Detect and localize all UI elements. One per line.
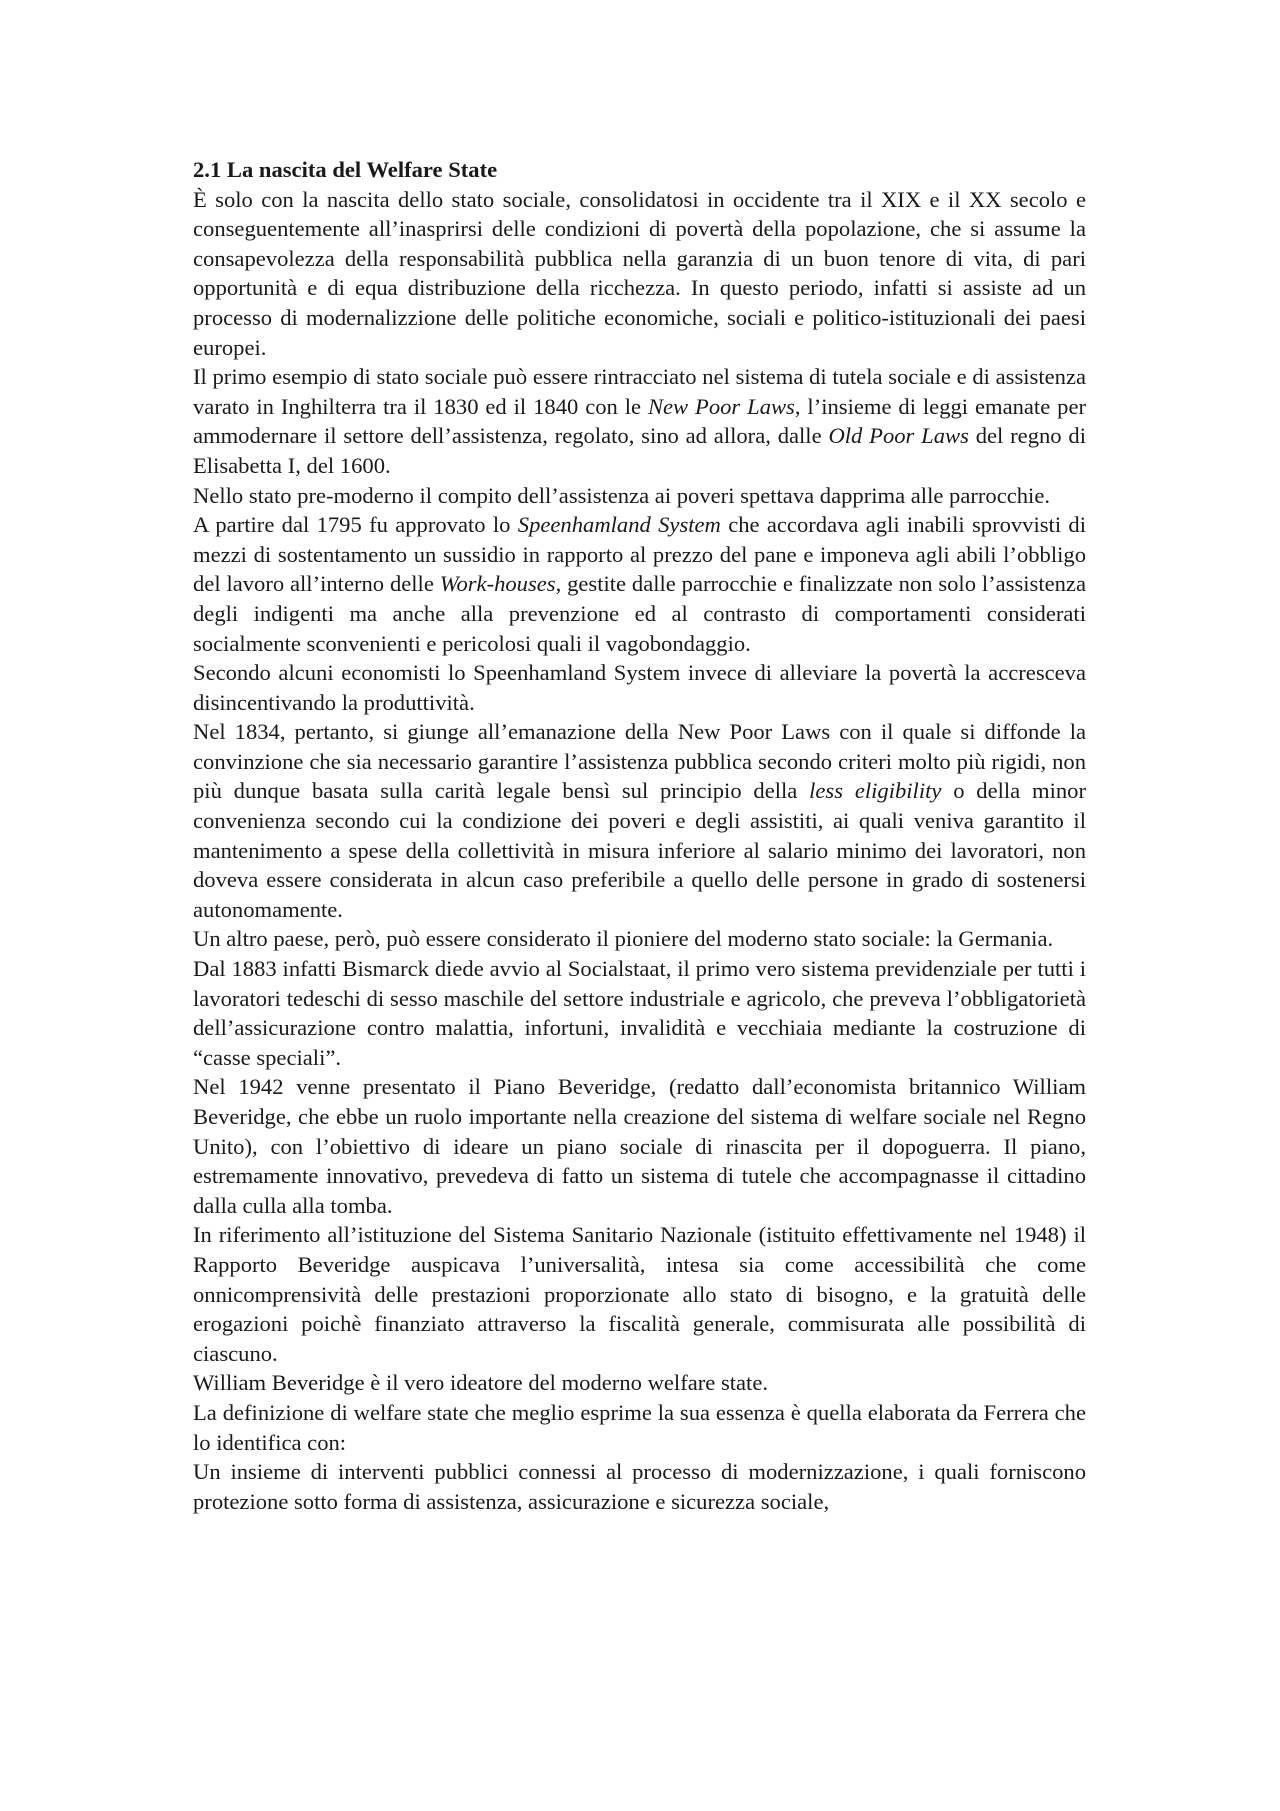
paragraph-text: Il primo esempio di stato sociale può essere rintracciato nel sistema di tutela sociale e di assistenza varato in Inghilterra tra il 1830 ed il 1840 con le [193, 364, 1086, 419]
paragraph-text: A partire dal 1795 fu approvato lo [193, 512, 518, 538]
italic-text: less eligibility [809, 778, 942, 804]
paragraph-text: , gestite dalle parrocchie e finalizzate non solo l’assistenza degli indigenti ma anche alla prevenzione ed al contrasto di comportamenti considerati socialmente sconvenienti e pericolosi quali il vagobondaggio. [193, 571, 1086, 656]
italic-text: Old Poor Laws [828, 423, 969, 449]
paragraph-text: Nel 1942 venne presentato il Piano Beveridge, (redatto dall’economista britannico William Beveridge, che ebbe un ruolo importante nella creazione del sistema di welfare sociale nel Regno Unito), con l’obiettivo di ideare un piano sociale di rinascita per il dopoguerra. Il piano, estremamente innovativo, prevedeva di fatto un sistema di tutele che accompagnasse il cittadino dalla culla alla tomba. [193, 1074, 1086, 1218]
paragraph-text: del regno di Elisabetta I, del 1600. [193, 423, 1086, 478]
paragraph-text: , l’insieme di leggi emanate per ammodernare il settore dell’assistenza, regolato, sino ad allora, dalle [193, 393, 1086, 449]
paragraph-text: Nello stato pre-moderno il compito dell’assistenza ai poveri spettava dapprima alle parrocchie. [193, 482, 1050, 508]
paragraph-text: William Beveridge è il vero ideatore del moderno welfare state. [193, 1370, 768, 1396]
document-body [193, 155, 1086, 1516]
paragraph-text: Secondo alcuni economisti lo Speenhamland System invece di alleviare la povertà la accresceva disincentivando la produttività. [193, 660, 1086, 715]
body-paragraph [193, 185, 1086, 363]
body-paragraph [193, 924, 1086, 954]
paragraph-text: o della minor convenienza secondo cui la condizione dei poveri e degli assistiti, ai quali veniva garantito il mantenimento a spese della collettività in misura inferiore al salario minimo dei lavoratori, non doveva essere considerata in alcun caso preferibile a quello delle persone in grado di sostenersi autonomamente. [193, 778, 1086, 922]
body-paragraph [193, 1220, 1086, 1368]
body-paragraph [193, 717, 1086, 924]
paragraph-text: La definizione di welfare state che meglio esprime la sua essenza è quella elaborata da Ferrera che lo identifica con: [193, 1399, 1086, 1455]
section-heading: 2.1 La nascita del Welfare State [193, 157, 498, 182]
body-paragraph [193, 954, 1086, 1072]
paragraph-text: Un altro paese, però, può essere considerato il pioniere del moderno stato sociale: la Germania. [193, 926, 1054, 952]
body-paragraph [193, 1398, 1086, 1457]
italic-text: New Poor Laws [647, 393, 795, 419]
paragraph-text: È solo con la nascita dello stato sociale, consolidatosi in occidente tra il XIX e il XX secolo e conseguentemente all’inasprirsi delle condizioni di povertà della popolazione, che si assume la consapevolezza della responsabilità pubblica nella garanzia di un buon tenore di vita, di pari opportunità e di equa distribuzione della ricchezza. In questo periodo, infatti si assiste ad un processo di modernalizzione delle politiche economiche, sociali e politico-istituzionali dei paesi europei. [193, 186, 1086, 360]
paragraph-text: che accordava agli inabili sprovvisti di mezzi di sostentamento un sussidio in rapporto al prezzo del pane e imponeva agli abili l’obbligo del lavoro all’interno delle [193, 512, 1086, 597]
paragraph-text: Un insieme di interventi pubblici connessi al processo di modernizzazione, i quali forniscono protezione sotto forma di assistenza, assicurazione e sicurezza sociale, [193, 1459, 1086, 1514]
paragraph-text: Nel 1834, pertanto, si giunge all’emanazione della New Poor Laws con il quale si diffonde la convinzione che sia necessario garantire l’assistenza pubblica secondo criteri molto più rigidi, non più dunque basata sulla carità legale bensì sul principio della [193, 719, 1086, 804]
italic-text: Speenhamland System [517, 512, 721, 538]
body-paragraph [193, 1457, 1086, 1516]
italic-text: Work-houses [439, 571, 556, 597]
paragraph-text: In riferimento all’istituzione del Sistema Sanitario Nazionale (istituito effettivamente nel 1948) il Rapporto Beveridge auspicava l’universalità, intesa sia come accessibilità che come onnicomprensività delle prestazioni proporzionate allo stato di bisogno, e la gratuità delle erogazioni poichè finanziato attraverso la fiscalità generale, commisurata alle possibilità di ciascuno. [193, 1222, 1086, 1366]
body-paragraph [193, 362, 1086, 480]
body-paragraph [193, 1072, 1086, 1220]
body-paragraph [193, 658, 1086, 717]
paragraph-container [193, 185, 1086, 1517]
body-paragraph [193, 1368, 1086, 1398]
body-paragraph [193, 510, 1086, 658]
paragraph-text: Dal 1883 infatti Bismarck diede avvio al Socialstaat, il primo vero sistema previdenziale per tutti i lavoratori tedeschi di sesso maschile del settore industriale e agricolo, che preveva l’obbligatorietà dell’assicurazione contro malattia, infortuni, invalidità e vecchiaia mediante la costruzione di “casse speciali”. [193, 956, 1086, 1070]
body-paragraph [193, 481, 1086, 511]
